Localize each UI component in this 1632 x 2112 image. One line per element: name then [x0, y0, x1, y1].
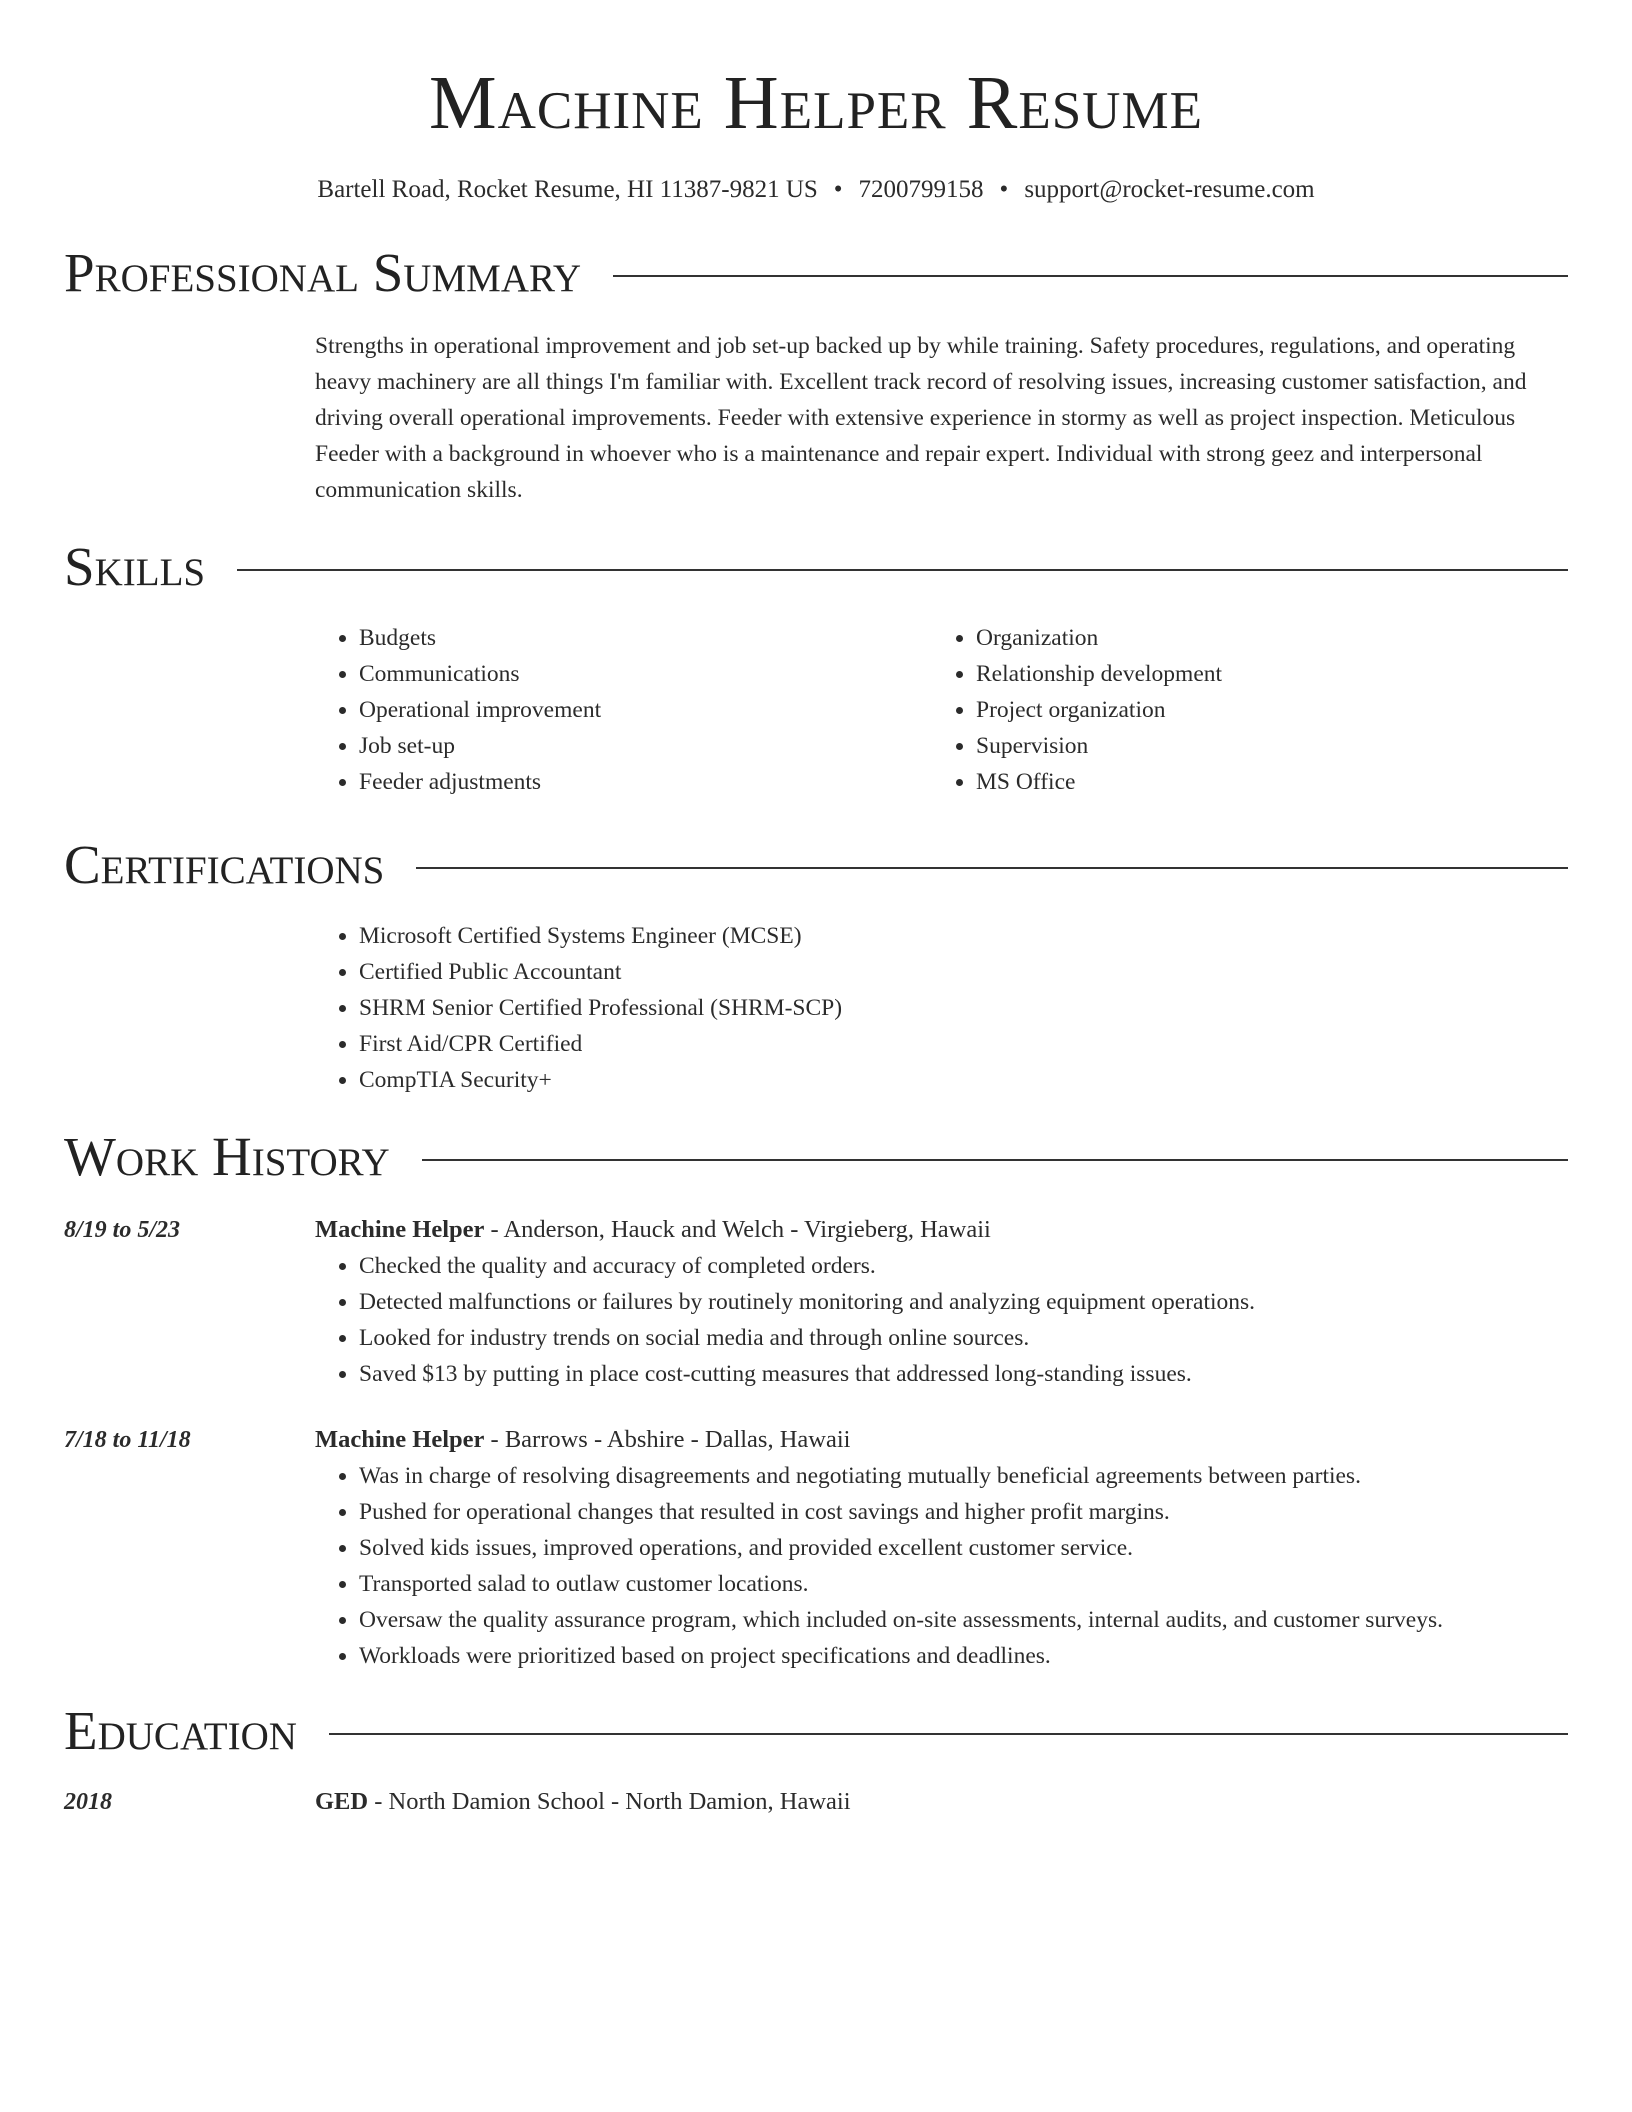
job-dates: 8/19 to 5/23: [64, 1217, 181, 1243]
skill-item: • Feeder adjustments: [359, 764, 932, 800]
job-details: [315, 1212, 1568, 1392]
job-bullet: • Was in charge of resolving disagreements and negotiating mutually beneficial agreements between parties.: [359, 1458, 1568, 1494]
skill-item: • Budgets: [359, 620, 932, 656]
section-divider: [237, 569, 1568, 571]
education-header: [315, 1784, 1568, 1820]
skills-column-right: [932, 620, 1549, 800]
job-bullet: • Checked the quality and accuracy of completed orders.: [359, 1248, 1568, 1284]
job-responsibilities: [315, 1458, 1568, 1674]
resume-title: Machine Helper Resume: [429, 61, 1203, 145]
skill-item: • Project organization: [976, 692, 1549, 728]
section-divider: [422, 1159, 1568, 1161]
education-year: 2018: [64, 1789, 112, 1815]
skill-item: • Operational improvement: [359, 692, 932, 728]
education-school: - North Damion School - North Damion, Hawaii: [368, 1788, 851, 1815]
job-details: [315, 1422, 1568, 1674]
contact-separator: •: [999, 176, 1009, 203]
job-bullet: • Workloads were prioritized based on project specifications and deadlines.: [359, 1638, 1568, 1674]
skills-section-heading: [64, 536, 1568, 598]
education-section-heading: [64, 1700, 1568, 1762]
job-bullet: • Solved kids issues, improved operations, and provided excellent customer service.: [359, 1530, 1568, 1566]
certification-item: • Certified Public Accountant: [359, 954, 1568, 990]
work-heading: Work History: [64, 1126, 390, 1187]
summary-section-heading: [64, 242, 1568, 304]
certifications-section-heading: [64, 834, 1568, 896]
certification-item: • CompTIA Security+: [359, 1062, 1568, 1098]
certifications-heading: Certifications: [64, 834, 385, 895]
skill-item: • Relationship development: [976, 656, 1549, 692]
skill-item: • Organization: [976, 620, 1549, 656]
job-entry: [64, 1212, 1568, 1392]
skills-heading: Skills: [64, 536, 206, 597]
job-employer: - Anderson, Hauck and Welch - Virgieberg, Hawaii: [484, 1216, 991, 1243]
job-title: Machine Helper: [315, 1216, 485, 1243]
contact-separator: •: [833, 176, 843, 203]
summary-text: Strengths in operational improvement and job set-up backed up by while training. Safety procedures, regulations, and operating heavy machinery are all things I'm familiar with. Excellent track record of resolving issues, increasing customer satisfaction, and driving overall operational improvements. Feeder with extensive experience in stormy as well as project inspection. Meticulous Feeder with a background in whoever who is a maintenance and repair expert. Individual with strong geez and interpersonal communication skills.: [315, 333, 1527, 503]
section-divider: [613, 275, 1568, 277]
job-header: [315, 1422, 1568, 1458]
job-responsibilities: [315, 1248, 1568, 1392]
skills-column-left: [315, 620, 932, 800]
certification-item: • First Aid/CPR Certified: [359, 1026, 1568, 1062]
education-heading: Education: [64, 1700, 297, 1761]
section-divider: [329, 1733, 1568, 1735]
education-details: [315, 1784, 1568, 1820]
job-bullet: • Looked for industry trends on social media and through online sources.: [359, 1320, 1568, 1356]
job-bullet: • Oversaw the quality assurance program, which included on-site assessments, internal audits, and customer surveys.: [359, 1602, 1568, 1638]
job-bullet: • Saved $13 by putting in place cost-cutting measures that addressed long-standing issues.: [359, 1356, 1568, 1392]
contact-info: [64, 176, 1568, 204]
certification-item: • SHRM Senior Certified Professional (SHRM-SCP): [359, 990, 1568, 1026]
job-header: [315, 1212, 1568, 1248]
contact-address: Bartell Road, Rocket Resume, HI 11387-9821 US: [317, 176, 818, 203]
skill-item: • MS Office: [976, 764, 1549, 800]
summary-heading: Professional Summary: [64, 242, 582, 303]
job-title: Machine Helper: [315, 1426, 485, 1453]
skill-item: • Job set-up: [359, 728, 932, 764]
job-bullet: • Detected malfunctions or failures by routinely monitoring and analyzing equipment operations.: [359, 1284, 1568, 1320]
work-section-heading: [64, 1126, 1568, 1188]
skill-item: • Supervision: [976, 728, 1549, 764]
education-degree: GED: [315, 1788, 369, 1815]
education-entry: [64, 1784, 1568, 1820]
skills-list: [315, 620, 1568, 800]
contact-phone: 7200799158: [858, 176, 984, 203]
certifications-list: [315, 918, 1568, 1098]
job-bullet: • Transported salad to outlaw customer locations.: [359, 1566, 1568, 1602]
certification-item: • Microsoft Certified Systems Engineer (MCSE): [359, 918, 1568, 954]
job-employer: - Barrows - Abshire - Dallas, Hawaii: [484, 1426, 851, 1453]
section-divider: [416, 867, 1568, 869]
skill-item: • Communications: [359, 656, 932, 692]
job-bullet: • Pushed for operational changes that resulted in cost savings and higher profit margins.: [359, 1494, 1568, 1530]
contact-email: support@rocket-resume.com: [1024, 176, 1315, 203]
job-entry: [64, 1422, 1568, 1674]
job-dates: 7/18 to 11/18: [64, 1427, 191, 1453]
resume-page: [64, 0, 1568, 1820]
